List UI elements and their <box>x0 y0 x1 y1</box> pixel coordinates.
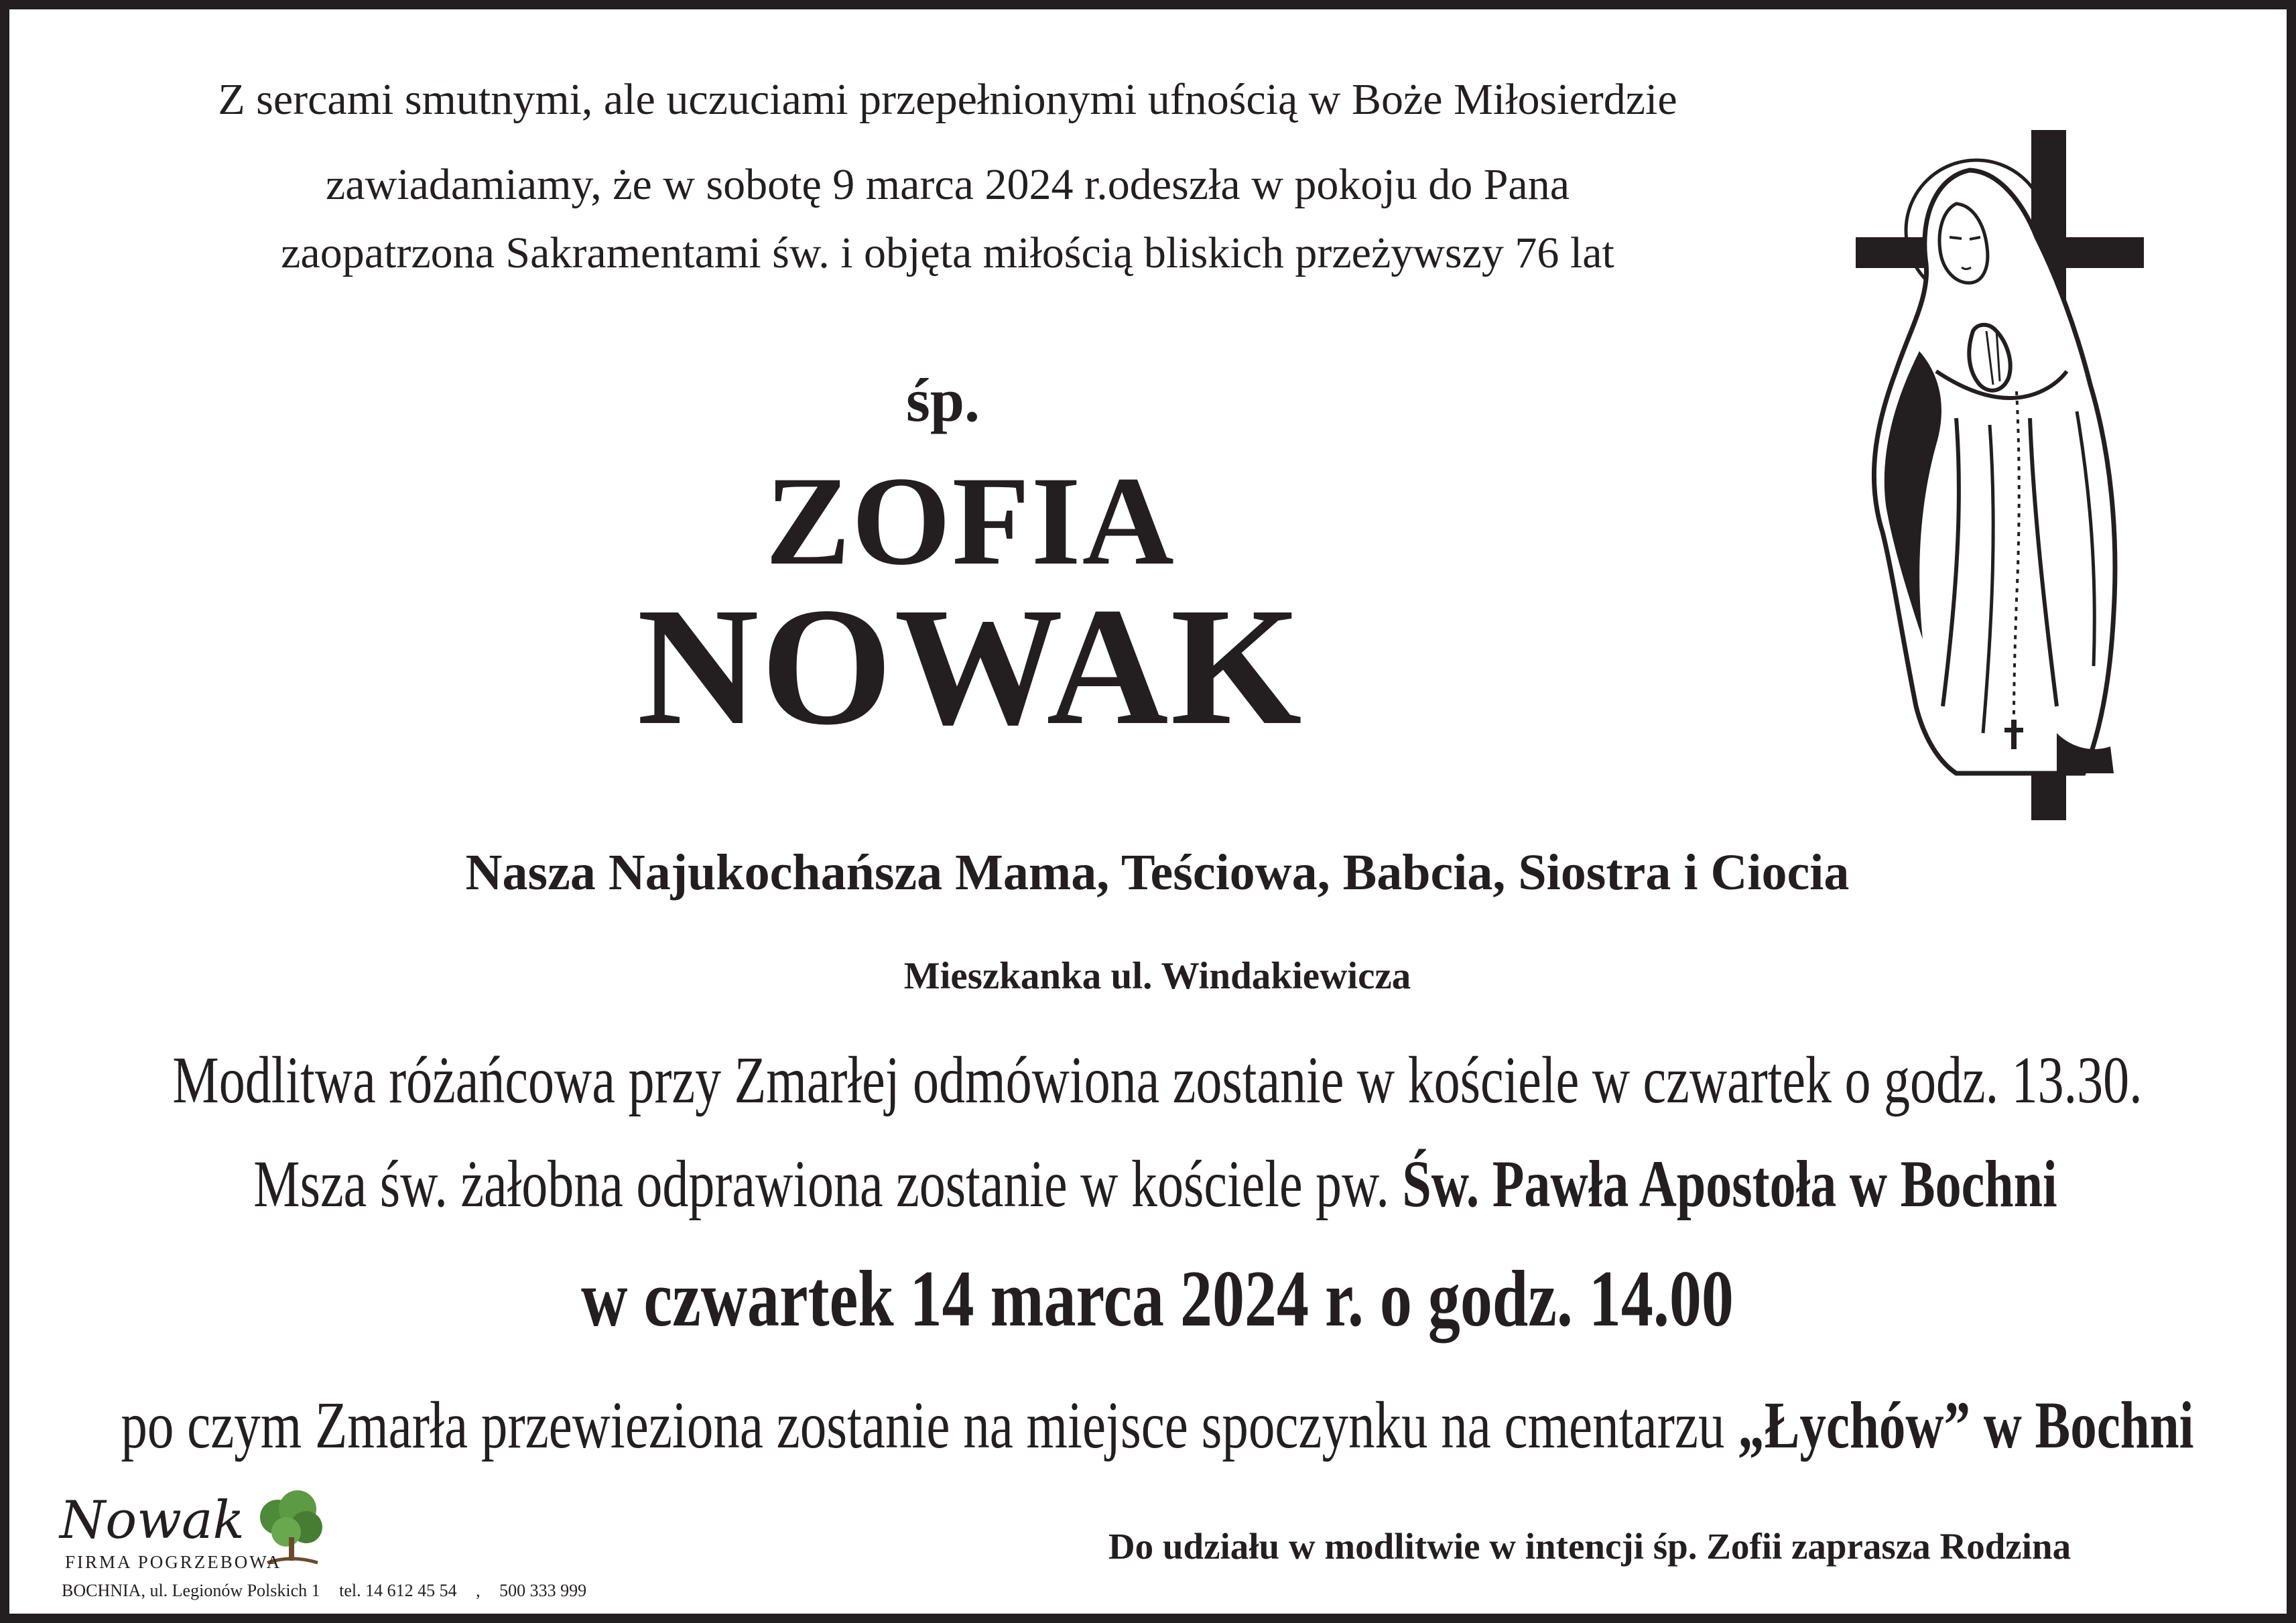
burial-text <box>121 1386 2193 1464</box>
logo-script-text: Nowak <box>60 1490 245 1551</box>
madonna-with-cross-icon <box>1856 130 2144 820</box>
burial-prefix: po czym Zmarła przewieziona zostanie na miejsce spoczynku na cmentarzu <box>121 1388 1738 1462</box>
residence: Mieszkanka ul. Windakiewicza <box>903 955 1411 997</box>
mass-line <box>0 1145 2296 1222</box>
mass-text <box>253 1145 2057 1222</box>
rosary-text: Modlitwa różańcowa przy Zmarłej odmówiona zostanie w kościele w czwartek o godz. 13.30. <box>172 1043 2143 1117</box>
funeral-home-contact <box>62 1581 601 1601</box>
mass-datetime-text: w czwartek 14 marca 2024 r. o godz. 14.00 <box>581 1254 1734 1343</box>
funeral-home-phone-1: tel. 14 612 45 54 <box>339 1581 457 1600</box>
family-relations: Nasza Najukochańsza Mama, Teściowa, Babcia, Siostra i Ciocia <box>465 844 1850 901</box>
honorific: śp. <box>906 366 980 434</box>
mass-prefix: Msza św. żałobna odprawiona zostanie w kościele pw. <box>253 1147 1403 1221</box>
intro-line-2: zawiadamiamy, że w sobotę 9 marca 2024 r.odeszła w pokoju do Pana <box>326 160 1570 209</box>
rosary-line <box>0 1041 2296 1118</box>
contact-separator: , <box>476 1581 481 1600</box>
funeral-home-logo <box>60 1490 328 1577</box>
funeral-home-phone-2: 500 333 999 <box>499 1581 587 1600</box>
burial-line <box>0 1386 2296 1464</box>
mass-church: Św. Pawła Apostoła w Bochni <box>1402 1147 2057 1221</box>
intro-line-3: zaopatrzona Sakramentami św. i objęta miłością bliskich przeżywszy 76 lat <box>281 229 1614 277</box>
burial-cemetery: „Łychów” w Bochni <box>1738 1388 2194 1462</box>
invitation: Do udziału w modlitwie w intencji śp. Zofii zaprasza Rodzina <box>1108 1526 2071 1567</box>
funeral-home-address: BOCHNIA, ul. Legionów Polskich 1 <box>62 1581 320 1600</box>
mass-datetime <box>437 1252 1878 1345</box>
deceased-first-name: ZOFIA <box>765 451 1175 592</box>
logo-subtitle: FIRMA POGRZEBOWA <box>65 1552 282 1572</box>
intro-line-1: Z sercami smutnymi, ale uczuciami przepełnionymi ufnością w Boże Miłosierdzie <box>218 75 1677 124</box>
deceased-last-name: NOWAK <box>637 572 1304 760</box>
